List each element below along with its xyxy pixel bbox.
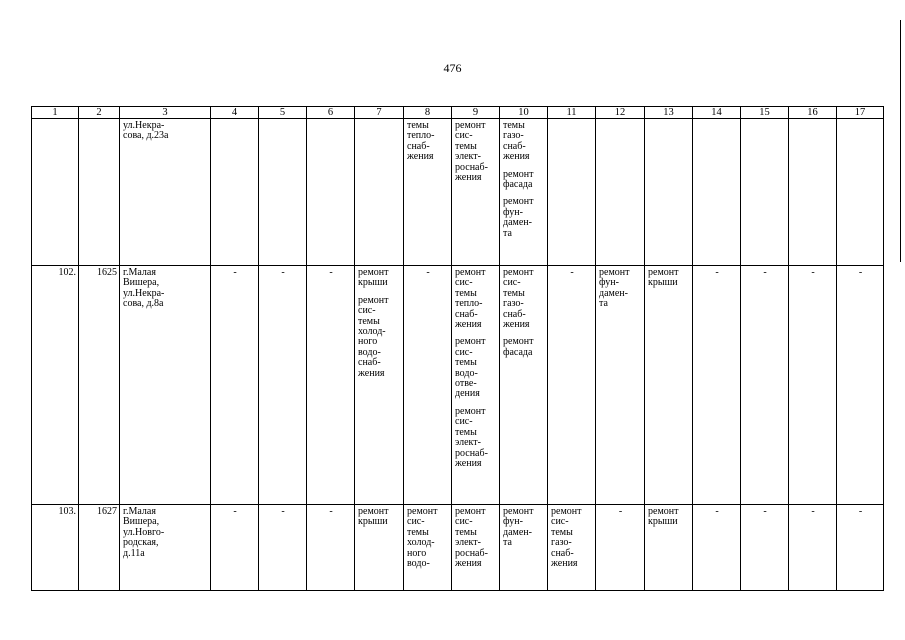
header-cell: 4 (211, 107, 259, 119)
table-cell-col-15 (741, 119, 789, 266)
cell-text-line: ного (407, 547, 427, 559)
cell-text-line: сова, д.8а (123, 298, 164, 310)
cell-text-line: жения (455, 457, 482, 469)
cell-text-line: газо- (551, 537, 572, 549)
table-cell-col-17 (837, 119, 884, 266)
cell-text-line: крыши (648, 516, 678, 528)
cell-text-line: темы (455, 357, 477, 369)
table-cell-col-6: - (307, 266, 355, 505)
table-cell-col-12 (596, 266, 645, 505)
header-cell: 3 (120, 107, 211, 119)
cell-text-line: фун- (599, 277, 619, 289)
table-cell-col-5: - (259, 266, 307, 505)
cell-text-line: сис- (455, 416, 473, 428)
table-cell-col-1: 102. (32, 266, 79, 505)
header-cell: 2 (79, 107, 120, 119)
table-cell-col-12 (596, 119, 645, 266)
table-cell-col-15: - (741, 505, 789, 591)
header-cell: 10 (500, 107, 548, 119)
cell-text-line: ремонт (455, 267, 486, 278)
cell-text-line: ремонт (358, 506, 389, 517)
cell-text-line: д.11а (123, 547, 145, 559)
table-cell-col-17: - (837, 505, 884, 591)
table-cell-col-10 (500, 266, 548, 505)
table-cell-col-13 (645, 119, 693, 266)
work-item (503, 197, 545, 239)
table-cell-col-1 (32, 119, 79, 266)
cell-text-line: Вишера, (123, 516, 160, 528)
cell-text-line: жения (503, 151, 530, 163)
table-cell-col-16: - (789, 266, 837, 505)
cell-text-line: ремонт (648, 506, 679, 517)
table-cell-col-8 (404, 266, 452, 505)
cell-text-line: темы (551, 526, 573, 538)
cell-text-line: ремонт (407, 506, 438, 517)
work-item (358, 296, 401, 379)
cell-text-line: г.Малая (123, 506, 156, 517)
cell-text-line: ремонт (503, 267, 534, 278)
cell-text-line: ремонт (455, 506, 486, 517)
cell-text-line: ремонт (455, 120, 486, 131)
cell-text-line: сис- (455, 277, 473, 289)
cell-text-line: ремонт (503, 506, 534, 517)
cell-text-line: жения (358, 367, 385, 379)
cell-text-line: та (503, 537, 512, 549)
header-row (32, 107, 884, 119)
header-cell: 16 (789, 107, 837, 119)
work-item (503, 337, 545, 358)
header-cell: 12 (596, 107, 645, 119)
works-table (31, 106, 884, 591)
table-cell-col-9 (452, 266, 500, 505)
table-cell-col-9 (452, 505, 500, 591)
work-item (503, 268, 545, 330)
work-item (455, 268, 497, 330)
cell-text-line: холод- (407, 537, 435, 549)
header-cell: 15 (741, 107, 789, 119)
header-cell: 9 (452, 107, 500, 119)
header-cell: 17 (837, 107, 884, 119)
work-item (503, 121, 545, 163)
cell-text-line: водо- (358, 346, 381, 358)
cell-text-line: ремонт (358, 294, 389, 306)
work-item (358, 268, 401, 289)
work-item (503, 170, 545, 191)
cell-text-line: Вишера, (123, 277, 160, 289)
work-item (648, 507, 690, 528)
table-cell-col-16: - (789, 505, 837, 591)
cell-text-line: снаб- (407, 140, 430, 152)
work-item (599, 268, 642, 310)
cell-text-line: сис- (455, 346, 473, 358)
cell-text-line: жения (455, 172, 482, 184)
work-item (455, 337, 497, 399)
cell-text-line: сис- (455, 516, 473, 528)
cell-text-line: та (599, 298, 608, 310)
table-cell-col-9 (452, 119, 500, 266)
cell-text-line: элект- (455, 437, 481, 449)
cell-text-line: роснаб- (455, 161, 488, 173)
cell-text-line: дения (455, 388, 480, 400)
work-item (455, 407, 497, 469)
cell-text-line: снаб- (503, 308, 526, 320)
table-row (32, 505, 884, 591)
cell-text-line: элект- (455, 151, 481, 163)
table-cell-col-6: - (307, 505, 355, 591)
page-number: 476 (443, 61, 462, 75)
table-cell-col-5 (259, 119, 307, 266)
cell-text-line: крыши (358, 277, 388, 289)
cell-text-line: темы (455, 140, 477, 152)
cell-text-line: темы (503, 287, 525, 299)
work-item (503, 507, 545, 549)
cell-text-line: темы (358, 315, 380, 327)
cell-text-line: роснаб- (455, 547, 488, 559)
cell-text-line: ремонт (503, 168, 534, 180)
cell-text-line: ул.Новго- (123, 526, 165, 538)
cell-text-line: тепло- (455, 298, 483, 310)
cell-text-line: сис- (503, 277, 521, 289)
cell-text-line: темы (407, 526, 429, 538)
cell-text-line: сис- (551, 516, 569, 528)
table-cell-col-2: 1625 (79, 266, 120, 505)
cell-text-line: жения (407, 151, 434, 163)
table-cell-col-3 (120, 119, 211, 266)
table-cell-col-3 (120, 505, 211, 591)
table-cell-col-4: - (211, 266, 259, 505)
work-item (407, 507, 449, 569)
cell-text-line: ремонт (455, 336, 486, 348)
header-cell: 7 (355, 107, 404, 119)
work-item (599, 507, 642, 517)
cell-text-line: ул.Некра- (123, 120, 165, 131)
cell-text-line: ремонт (503, 336, 534, 348)
cell-text-line: снаб- (503, 140, 526, 152)
header-cell: 8 (404, 107, 452, 119)
header-cell: 11 (548, 107, 596, 119)
cell-text-line: ремонт (503, 196, 534, 208)
cell-text-line: сис- (358, 305, 376, 317)
cell-text-line: темы (503, 120, 525, 131)
work-item (455, 121, 497, 183)
cell-text-line: та (503, 227, 512, 239)
table-cell-col-7 (355, 266, 404, 505)
work-item (407, 268, 449, 278)
work-item (358, 507, 401, 528)
table-cell-col-5: - (259, 505, 307, 591)
cell-text-line: фун- (503, 206, 523, 218)
cell-text-line: родская, (123, 537, 159, 549)
work-item (455, 507, 497, 569)
cell-text-line: темы (407, 120, 429, 131)
table-cell-col-14 (693, 119, 741, 266)
cell-text-line: снаб- (455, 308, 478, 320)
header-cell: 13 (645, 107, 693, 119)
cell-text-line: жения (503, 319, 530, 331)
table-row (32, 119, 884, 266)
table-cell-col-14: - (693, 266, 741, 505)
cell-text-line: ул.Некра- (123, 287, 165, 299)
table-cell-col-10 (500, 119, 548, 266)
cell-text-line: отве- (455, 378, 477, 390)
cell-text-line: ремонт (551, 506, 582, 517)
cell-text-line: ремонт (599, 267, 630, 278)
cell-text-line: тепло- (407, 130, 435, 142)
cell-text-line: элект- (455, 537, 481, 549)
table-cell-col-14: - (693, 505, 741, 591)
cell-text-line: темы (455, 287, 477, 299)
header-cell: 5 (259, 107, 307, 119)
cell-text-line: холод- (358, 326, 386, 338)
header-cell: 1 (32, 107, 79, 119)
table-cell-col-11: - (548, 266, 596, 505)
table-cell-col-13 (645, 505, 693, 591)
table-cell-col-2 (79, 119, 120, 266)
table-cell-col-1: 103. (32, 505, 79, 591)
table-cell-col-4: - (211, 505, 259, 591)
table-cell-col-16 (789, 119, 837, 266)
cell-text-line: жения (455, 558, 482, 570)
margin-rule (900, 20, 901, 262)
cell-text-line: жения (455, 319, 482, 331)
cell-text-line: ремонт (648, 267, 679, 278)
table-cell-col-2: 1627 (79, 505, 120, 591)
table-row (32, 266, 884, 505)
cell-text-line: ремонт (455, 405, 486, 417)
cell-text-line: - (618, 506, 623, 517)
cell-text-line: сис- (407, 516, 425, 528)
table-cell-col-3 (120, 266, 211, 505)
table-cell-col-12 (596, 505, 645, 591)
cell-text-line: снаб- (358, 357, 381, 369)
table-cell-col-13 (645, 266, 693, 505)
cell-text-line: дамен- (599, 287, 628, 299)
table-cell-col-10 (500, 505, 548, 591)
cell-text-line: газо- (503, 298, 524, 310)
work-item (648, 268, 690, 289)
work-item (407, 121, 449, 163)
cell-text-line: сис- (455, 130, 473, 142)
table-cell-col-7 (355, 119, 404, 266)
table-cell-col-7 (355, 505, 404, 591)
cell-text-line: водо- (455, 367, 478, 379)
table-cell-col-8 (404, 505, 452, 591)
cell-text-line: дамен- (503, 526, 532, 538)
header-cell: 6 (307, 107, 355, 119)
table-cell-col-11 (548, 505, 596, 591)
cell-text-line: снаб- (551, 547, 574, 559)
work-item (551, 507, 593, 569)
cell-text-line: ного (358, 336, 378, 348)
cell-text-line: дамен- (503, 217, 532, 229)
cell-text-line: темы (455, 426, 477, 438)
cell-text-line: сова, д.23а (123, 130, 169, 142)
cell-text-line: темы (455, 526, 477, 538)
cell-text-line: ремонт (358, 267, 389, 278)
table-cell-col-17: - (837, 266, 884, 505)
cell-text-line: г.Малая (123, 267, 156, 278)
cell-text-line: жения (551, 558, 578, 570)
header-cell: 14 (693, 107, 741, 119)
cell-text-line: водо- (407, 558, 430, 570)
cell-text-line: фасада (503, 179, 533, 191)
cell-text-line: крыши (358, 516, 388, 528)
table-cell-col-4 (211, 119, 259, 266)
cell-text-line: фасада (503, 346, 533, 358)
table-cell-col-8 (404, 119, 452, 266)
table-cell-col-6 (307, 119, 355, 266)
cell-text-line: - (426, 267, 430, 278)
table-cell-col-15: - (741, 266, 789, 505)
cell-text-line: газо- (503, 130, 524, 142)
cell-text-line: роснаб- (455, 447, 488, 459)
table-cell-col-11 (548, 119, 596, 266)
cell-text-line: крыши (648, 277, 678, 289)
cell-text-line: фун- (503, 516, 523, 528)
